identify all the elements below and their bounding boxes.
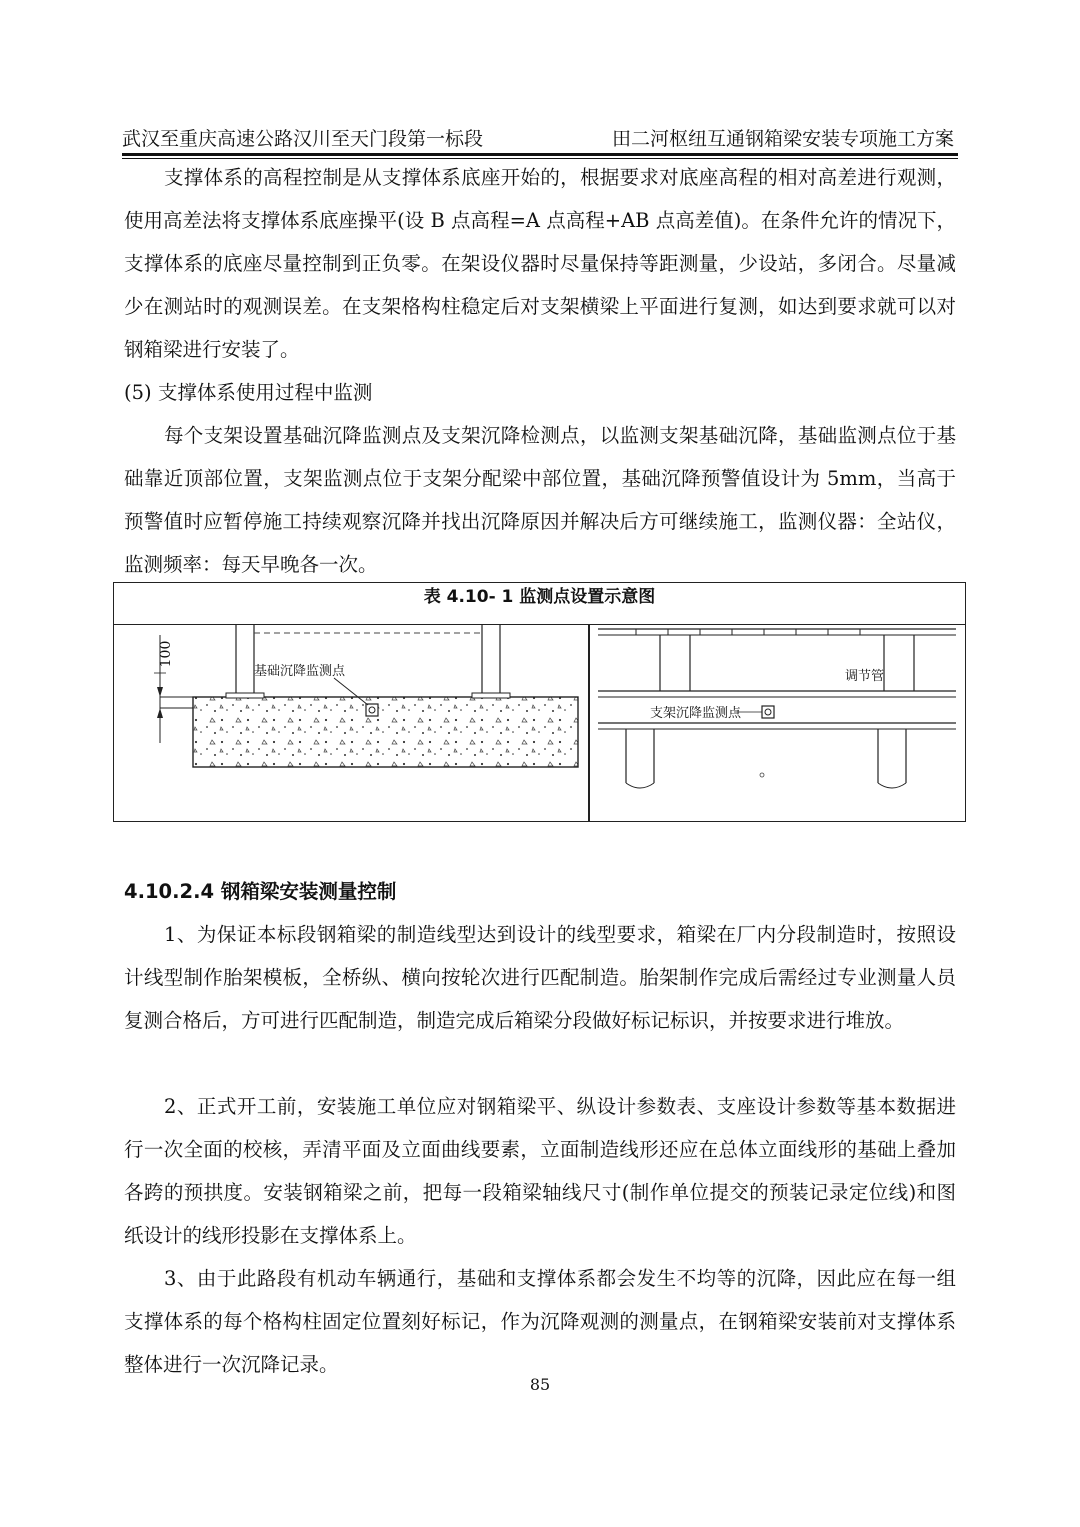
foundation-section-drawing: [154, 625, 578, 767]
header-project-name: 武汉至重庆高速公路汉川至天门段第一标段: [122, 128, 484, 150]
monitoring-figure: [113, 582, 966, 822]
monitoring-diagram: [114, 583, 967, 823]
paragraph-monitoring-points: 每个支架设置基础沉降监测点及支架沉降检测点，以监测支架基础沉降，基础监测点位于基础靠近顶部位置，支架监测点位于支架分配梁中部位置，基础沉降预警值设计为 5mm，当高于预警值时应暂停施工持续观察沉降并找出沉降原因并解决后方可继续施工，监测仪器：全站仪，监测频率：每天早晚各一次。: [124, 424, 956, 576]
page-number: 85: [529, 1375, 551, 1394]
header-document-title: 田二河枢纽互通钢箱梁安装专项施工方案: [611, 128, 954, 150]
section-title: 4.10.2.4 钢箱梁安装测量控制: [124, 880, 397, 903]
foundation-point-label: 基础沉降监测点: [254, 664, 346, 679]
page-header: [122, 124, 958, 154]
support-monitor-point-icon: [762, 706, 774, 718]
dimension-100-label: 100: [158, 640, 174, 668]
adjustment-pipe-label: 调节管: [845, 669, 885, 684]
section-item-2: 2、正式开工前，安装施工单位应对钢箱梁平、纵设计参数表、支座设计参数等基本数据进行一次全面的校核，弄清平面及立面曲线要素，立面制造线形还应在总体立面线形的基础上叠加各跨的预拱度。安装钢箱梁之前，把每一段箱梁轴线尺寸(制作单位提交的预装记录定位线)和图纸设计的线形投影在支撑体系上。: [124, 1095, 956, 1247]
section-item-3: 3、由于此路段有机动车辆通行，基础和支撑体系都会发生不均等的沉降，因此应在每一组支撑体系的每个格构柱固定位置刻好标记，作为沉降观测的测量点，在钢箱梁安装前对支撑体系整体进行一次沉降记录。: [124, 1267, 956, 1376]
section-item-1: 1、为保证本标段钢箱梁的制造线型达到设计的线型要求，箱梁在厂内分段制造时，按照设计线型制作胎架模板，全桥纵、横向按轮次进行匹配制造。胎架制作完成后需经过专业测量人员复测合格后，方可进行匹配制造，制造完成后箱梁分段做好标记标识，并按要求进行堆放。: [124, 923, 956, 1032]
figure-caption: 表 4.10- 1 监测点设置示意图: [114, 583, 965, 625]
support-point-label: 支架沉降监测点: [650, 706, 742, 721]
subheading-monitoring: (5) 支撑体系使用过程中监测: [124, 381, 373, 404]
foundation-monitor-point-icon: [366, 704, 378, 716]
concrete-foundation: [193, 697, 578, 767]
paragraph-elevation-control: 支撑体系的高程控制是从支撑体系底座开始的，根据要求对底座高程的相对高差进行观测，使用高差法将支撑体系底座操平(设 B 点高程=A 点高程+AB 点高差值)。在条件允许的情况下，支撑体系的底座尽量控制到正负零。在架设仪器时尽量保持等距测量，少设站，多闭合。尽量减少在测站时的观测误差。在支架格构柱稳定后对支架横梁上平面进行复测，如达到要求就可以对钢箱梁进行安装了。: [124, 166, 956, 361]
